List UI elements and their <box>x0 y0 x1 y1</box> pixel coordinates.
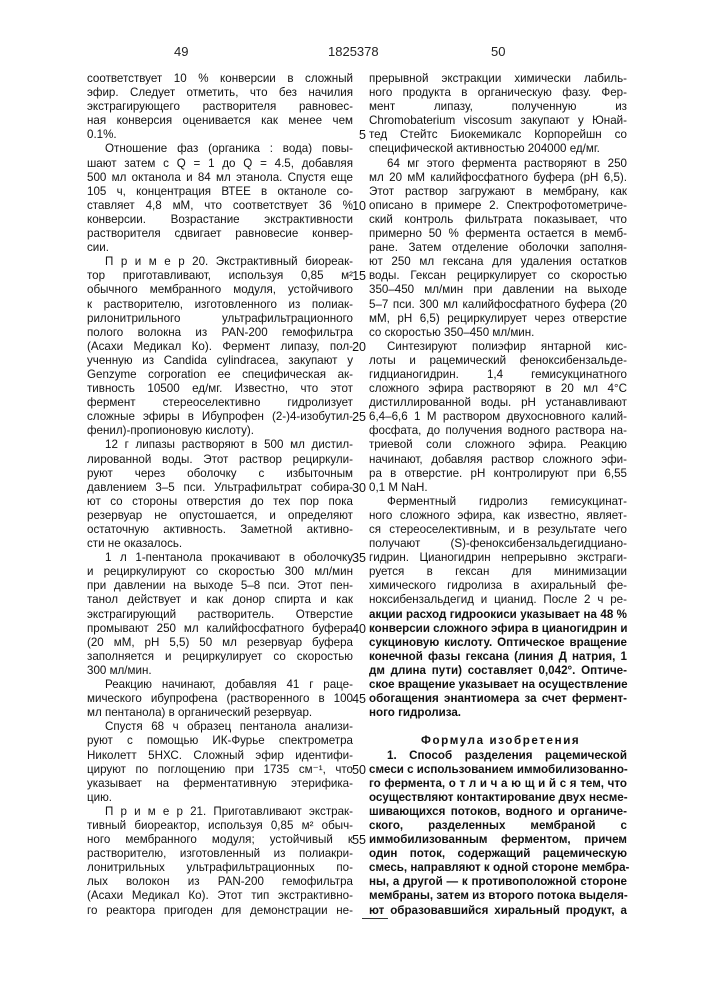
text-line: мент липазу, полученную из <box>369 100 627 114</box>
text-line: конечной фазы гексана (линия Д натрия, 1 <box>369 650 627 664</box>
line-number: 45 <box>352 692 366 706</box>
text-line: лоты и рацемический феноксибензальде- <box>369 354 627 368</box>
line-number: 25 <box>352 410 366 424</box>
text-line: П р и м е р 21. Приготавливают экстрак- <box>87 805 353 819</box>
page-number-right: 50 <box>491 44 505 59</box>
text-line: (Асахи Медикал Ко). Фермент липазу, пол- <box>87 340 353 354</box>
text-line: (20 мМ, рН 5,5) 50 мл резервуар буфера <box>87 636 353 650</box>
text-line: Genzyme corporation ее специфическая ак- <box>87 368 353 382</box>
text-line: обычного мембранного модуля, устойчивого <box>87 283 353 297</box>
column-end-rule <box>362 918 388 919</box>
line-number: 50 <box>352 763 366 777</box>
text-line: описано в примере 2. Спектрофотометриче- <box>369 199 627 213</box>
text-line: триевой соли сложного эфира. Реакцию <box>369 438 627 452</box>
text-line: фенил)-пропионовую кислоту). <box>87 424 353 438</box>
text-line: со скоростью 350–450 мл/мин. <box>369 326 627 340</box>
text-line: руют через оболочку с избыточным <box>87 467 353 481</box>
text-line: обогащения энантиомера за счет фермент- <box>369 692 627 706</box>
section-heading: Формула изобретения <box>369 734 627 748</box>
text-line: тивность 10500 ед/мг. Известно, что этот <box>87 382 353 396</box>
text-line: Спустя 68 ч образец пентанола анализи- <box>87 720 353 734</box>
text-line: специфической активностью 204000 ед/мг. <box>369 142 627 156</box>
text-line: ское вращение указывает на осуществление <box>369 678 627 692</box>
line-number: 35 <box>352 551 366 565</box>
text-line: лых волокон из PAN-200 гемофильтра <box>87 875 353 889</box>
text-line: Николетт 5НХС. Сложный эфир идентифи- <box>87 749 353 763</box>
text-line <box>369 720 627 734</box>
text-line: мического ибупрофена (растворенного в 100 <box>87 692 353 706</box>
text-line: (Асахи Медикал Ко). Этот тип экстрактивно- <box>87 889 353 903</box>
text-line: ране. Затем отделение оболочки заполня- <box>369 241 627 255</box>
text-line: получают (S)-феноксибензальдегидциано- <box>369 537 627 551</box>
text-line: Chromobaterium viscosum закупают у Юнай- <box>369 114 627 128</box>
text-line: конверсии сложного эфира в цианогидрин и <box>369 622 627 636</box>
text-line: ная конверсия оценивается как менее чем <box>87 114 353 128</box>
text-line: гидцианогидрин. 1,4 гемисукцинатного <box>369 368 627 382</box>
text-line: 300 мл/мин. <box>87 664 353 678</box>
text-line: гидрин. Цианогидрин непрерывно экстраги- <box>369 551 627 565</box>
text-line: фосфата, до получения водного раствора на- <box>369 424 627 438</box>
line-number: 10 <box>352 199 366 213</box>
text-line: ны, а другой — к противоположной стороне <box>369 875 627 889</box>
text-line: 350–450 мл/мин при давлении на выходе <box>369 283 627 297</box>
text-line: растворителя сдвигает равновесие конвер- <box>87 227 353 241</box>
text-line: полого волокна из PAN-200 гемофильтра <box>87 326 353 340</box>
text-line: акции расход гидроокиси указывает на 48 % <box>369 608 627 622</box>
text-line: промывают 250 мл калийфосфатного буфера <box>87 622 353 636</box>
text-line: сии. <box>87 241 353 255</box>
text-line: П р и м е р 20. Экстрактивный биореак- <box>87 255 353 269</box>
text-line: ского, разделенных мембраной с <box>369 819 627 833</box>
text-line: сложного эфира растворяют в 20 мл 4°С <box>369 382 627 396</box>
text-line: 1 л 1-пентанола прокачивают в оболочку <box>87 551 353 565</box>
text-line: эфир. Следует отметить, что без начилия <box>87 86 353 100</box>
text-line: Ферментный гидролиз гемисукцинат- <box>369 495 627 509</box>
text-line: 0,1 М NaH. <box>369 481 627 495</box>
text-line: руется в гексан для минимизации <box>369 565 627 579</box>
text-line: сти не оказалось. <box>87 537 353 551</box>
text-line: прерывной экстракции химически лабиль- <box>369 72 627 86</box>
text-line: руют с помощью ИК-Фурье спектрометра <box>87 734 353 748</box>
text-line: лированной воды. Этот раствор рециркули- <box>87 453 353 467</box>
patent-number: 1825378 <box>328 44 379 59</box>
text-line: го реактора пригоден для демонстрации не- <box>87 904 353 918</box>
text-line: рилонитрильного ультрафильтрационного <box>87 312 353 326</box>
text-line: заполняется и рециркулирует со скоростью <box>87 650 353 664</box>
text-line: шивающихся потоков, водного и органиче- <box>369 805 627 819</box>
text-line: Синтезируют полиэфир янтарной кис- <box>369 340 627 354</box>
text-line: к растворителю, изготовленного из полиак- <box>87 298 353 312</box>
text-line: 6,4–6,6 1 М раствором двухосновного калий- <box>369 410 627 424</box>
text-line: резервуар не опустошается, и определяют <box>87 509 353 523</box>
text-line: сложные эфиры в Ибупрофен (2-)4-изобутил- <box>87 410 353 424</box>
text-line: тед Стейтс Биокемикалс Корпорейшн со <box>369 128 627 142</box>
text-line: цию. <box>87 791 353 805</box>
text-line: и рециркулируют со скоростью 300 мл/мин <box>87 565 353 579</box>
text-line: химического гидролиза в ахиральный фе- <box>369 579 627 593</box>
text-line: мл 20 мМ калийфосфатного буфера (рН 6,5). <box>369 171 627 185</box>
text-line: один поток, содержащий рацемическую <box>369 847 627 861</box>
text-line: 5–7 пси. 300 мл калийфосфатного буфера (20 <box>369 298 627 312</box>
text-line: ставляет 4,8 мМ, что соответствует 36 % <box>87 199 353 213</box>
text-line: 1. Способ разделения рацемической <box>369 749 627 763</box>
text-line: остаточную активность. Заметной активно- <box>87 523 353 537</box>
text-line: ют 250 мл гексана для удаления остатков <box>369 255 627 269</box>
text-line: соответствует 10 % конверсии в сложный <box>87 72 353 86</box>
line-number: 5 <box>359 128 366 142</box>
text-line: конверсии. Возрастание экстрактивности <box>87 213 353 227</box>
right-text-column <box>369 72 627 918</box>
text-line: 105 ч, концентрация ВТЕЕ в октаноле со- <box>87 185 353 199</box>
text-line: тивный биореактор, используя 0,85 м² обыч- <box>87 819 353 833</box>
text-line: ся стереоселективным, и в результате чего <box>369 523 627 537</box>
text-line: ский контроль фильтрата показывает, что <box>369 213 627 227</box>
text-line: примерно 50 % фермента остается в мемб- <box>369 227 627 241</box>
line-number: 55 <box>352 833 366 847</box>
text-line: цируют по поглощению при 1735 см⁻¹, что <box>87 763 353 777</box>
text-line: 0.1%. <box>87 128 353 142</box>
text-line: ют образовавшийся хиральный продукт, а <box>369 904 627 918</box>
line-number: 40 <box>352 622 366 636</box>
text-line: ного мембранного модуля; устойчивый к <box>87 833 353 847</box>
text-line: ра в отверстие. рН контролируют при 6,55 <box>369 467 627 481</box>
text-line: мМ, рН 6,5) рециркулирует через отверстие <box>369 312 627 326</box>
line-number: 30 <box>352 481 366 495</box>
text-line: ют со стороны отверстия до тех пор пока <box>87 495 353 509</box>
text-line: воды. Гексан рециркулирует со скоростью <box>369 269 627 283</box>
text-line: мембраны, затем из второго потока выделя- <box>369 889 627 903</box>
text-line: лонитрильных ультрафильтрационных по- <box>87 861 353 875</box>
text-line: давлением 3–5 пси. Ультрафильтрат собира- <box>87 481 353 495</box>
text-line: осуществляют контактирование двух несме- <box>369 791 627 805</box>
page-number-left: 49 <box>174 44 188 59</box>
text-line: фермент стереоселективно гидролизует <box>87 396 353 410</box>
text-line: растворителю, изготовленный из полиакри- <box>87 847 353 861</box>
text-line: сукциновую кислоту. Оптическое вращение <box>369 636 627 650</box>
text-line: указывает на ферментативную этерифика- <box>87 777 353 791</box>
text-line: 12 г липазы растворяют в 500 мл дистил- <box>87 438 353 452</box>
left-text-column <box>87 72 353 918</box>
text-line: Этот раствор загружают в мембрану, как <box>369 185 627 199</box>
text-line: го фермента, о т л и ч а ю щ и й с я тем, что <box>369 777 627 791</box>
text-line: ученную из Candida cylindracea, закупают у <box>87 354 353 368</box>
text-line: смесь, направляют к одной стороне мембра- <box>369 861 627 875</box>
text-line: танол действует и как донор спирта и как <box>87 593 353 607</box>
line-number: 20 <box>352 340 366 354</box>
text-line: ного продукта в органическую фазу. Фер- <box>369 86 627 100</box>
text-line: экстрагирующего растворителя равновес- <box>87 100 353 114</box>
text-line: иммобилизованным ферментом, причем <box>369 833 627 847</box>
text-line: тор приготавливают, используя 0,85 м² <box>87 269 353 283</box>
text-line: Отношение фаз (органика : вода) повы- <box>87 142 353 156</box>
text-line: 64 мг этого фермента растворяют в 250 <box>369 157 627 171</box>
text-line: ного гидролиза. <box>369 706 627 720</box>
text-line: смеси с использованием иммобилизованно- <box>369 763 627 777</box>
text-line: 500 мл октанола и 84 мл этанола. Спустя еще <box>87 171 353 185</box>
text-line: дм длина пути) составляет 0,042°. Оптиче- <box>369 664 627 678</box>
text-line: мл пентанола) в органический резервуар. <box>87 706 353 720</box>
text-line: ноксибензальдегид и цианид. После 2 ч ре- <box>369 593 627 607</box>
text-line: Реакцию начинают, добавляя 41 г раце- <box>87 678 353 692</box>
line-number: 15 <box>352 269 366 283</box>
text-line: ного сложного эфира, как известно, являет- <box>369 509 627 523</box>
text-line: при давлении на выходе 5–8 пси. Этот пен- <box>87 579 353 593</box>
text-line: начинают, добавляя раствор сложного эфи- <box>369 453 627 467</box>
text-line: экстрагирующий растворитель. Отверстие <box>87 608 353 622</box>
text-line: дистиллированной воды. рН устанавливают <box>369 396 627 410</box>
text-line: шают затем с Q = 1 до Q = 4.5, добавляя <box>87 157 353 171</box>
